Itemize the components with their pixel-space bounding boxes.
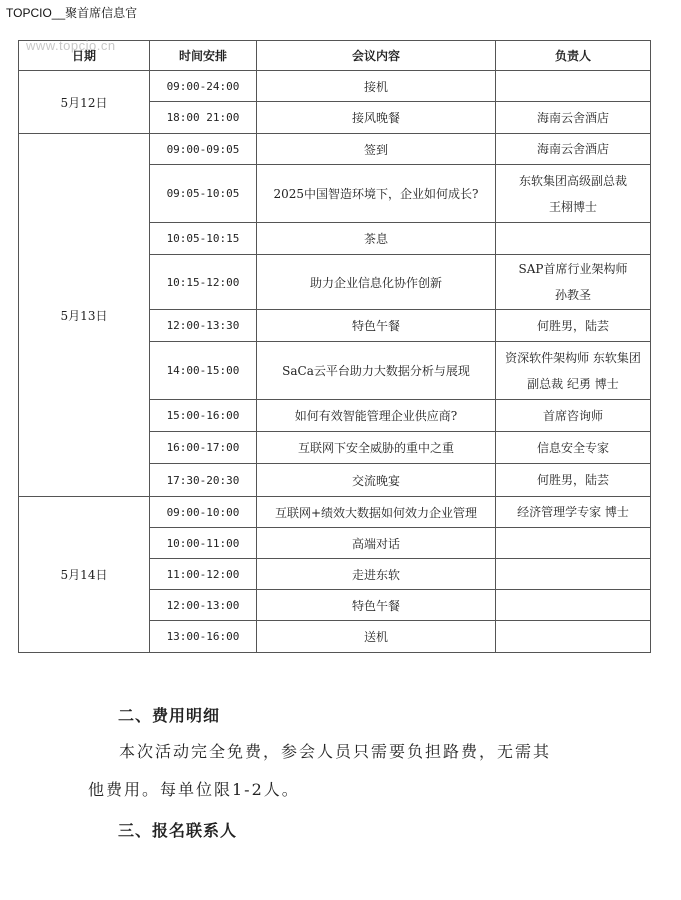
topic-cell: 助力企业信息化协作创新 (257, 255, 496, 310)
owner-cell (496, 342, 651, 400)
topic-cell: 高端对话 (257, 528, 496, 559)
time-cell: 09:00-10:00 (150, 497, 257, 528)
table-row (19, 134, 651, 165)
topic-cell: 走进东软 (257, 559, 496, 590)
table-row (19, 71, 651, 102)
fees-line-2: 他费用。每单位限1-2人。 (88, 780, 300, 799)
topic-cell: 送机 (257, 621, 496, 653)
owner-line: SAP首席行业架构师 (518, 262, 628, 276)
owner-line: 海南云舍酒店 (536, 110, 609, 125)
owner-line: 经济管理学专家 博士 (517, 505, 629, 519)
owner-cell (496, 464, 651, 497)
time-cell: 10:00-11:00 (150, 528, 257, 559)
time-cell: 09:00-24:00 (150, 71, 257, 102)
date-cell: 5月13日 (19, 134, 150, 497)
time-cell: 18:00 21:00 (150, 102, 257, 134)
topic-cell: 2025中国智造环境下，企业如何成长? (257, 165, 496, 223)
owner-line: 何胜男，陆芸 (536, 318, 609, 333)
owner-cell (496, 310, 651, 342)
date-cell: 5月14日 (19, 497, 150, 653)
topic-cell: 接机 (257, 71, 496, 102)
topic-cell: 特色午餐 (257, 590, 496, 621)
owner-cell (496, 497, 651, 528)
topic-cell: 签到 (257, 134, 496, 165)
owner-cell (496, 528, 651, 559)
brand-header: TOPCIO__聚首席信息官 (6, 6, 138, 20)
fees-paragraph (88, 733, 608, 809)
time-cell: 15:00-16:00 (150, 400, 257, 432)
time-cell: 12:00-13:30 (150, 310, 257, 342)
time-cell: 10:05-10:15 (150, 223, 257, 255)
time-cell: 14:00-15:00 (150, 342, 257, 400)
table-row (19, 497, 651, 528)
column-header-time: 时间安排 (150, 41, 257, 71)
topic-cell: 如何有效智能管理企业供应商? (257, 400, 496, 432)
column-header-topic: 会议内容 (257, 41, 496, 71)
time-cell: 10:15-12:00 (150, 255, 257, 310)
time-cell: 13:00-16:00 (150, 621, 257, 653)
owner-cell (496, 590, 651, 621)
owner-line: 王栩博士 (548, 199, 597, 214)
owner-line: 何胜男，陆芸 (536, 473, 609, 487)
topic-cell: SaCa云平台助力大数据分析与展现 (257, 342, 496, 400)
owner-cell (496, 223, 651, 255)
owner-line: 东软集团高级副总裁 (518, 173, 627, 188)
topic-cell: 互联网下安全威胁的重中之重 (257, 432, 496, 464)
time-cell: 16:00-17:00 (150, 432, 257, 464)
owner-cell (496, 71, 651, 102)
time-cell: 17:30-20:30 (150, 464, 257, 497)
schedule-table (18, 40, 651, 653)
column-header-owner: 负责人 (496, 41, 651, 71)
date-cell: 5月12日 (19, 71, 150, 134)
time-cell: 09:00-09:05 (150, 134, 257, 165)
topic-cell: 茶息 (257, 223, 496, 255)
owner-cell (496, 621, 651, 653)
time-cell: 12:00-13:00 (150, 590, 257, 621)
watermark-text: www.topcio.cn (26, 38, 116, 53)
fees-heading: 二、费用明细 (118, 706, 221, 725)
owner-line: 首席咨询师 (542, 408, 603, 423)
topic-cell: 互联网+绩效大数据如何效力企业管理 (257, 497, 496, 528)
time-cell: 11:00-12:00 (150, 559, 257, 590)
schedule-body (19, 71, 651, 653)
owner-cell (496, 432, 651, 464)
owner-line: 海南云舍酒店 (536, 142, 609, 156)
contact-heading: 三、报名联系人 (118, 821, 238, 840)
owner-cell (496, 400, 651, 432)
owner-cell (496, 134, 651, 165)
owner-cell (496, 102, 651, 134)
owner-cell (496, 559, 651, 590)
column-header-date: 日期 (19, 41, 150, 71)
topic-cell: 接风晚餐 (257, 102, 496, 134)
owner-line: 孙教圣 (554, 288, 591, 302)
topic-cell: 特色午餐 (257, 310, 496, 342)
owner-cell (496, 255, 651, 310)
topic-cell: 交流晚宴 (257, 464, 496, 497)
owner-cell (496, 165, 651, 223)
owner-line: 副总裁 纪勇 博士 (527, 376, 619, 391)
fees-line-1: 本次活动完全免费，参会人员只需要负担路费，无需其 (119, 742, 552, 761)
owner-line: 资深软件架构师 东软集团 (505, 350, 641, 365)
time-cell: 09:05-10:05 (150, 165, 257, 223)
owner-line: 信息安全专家 (536, 440, 609, 455)
